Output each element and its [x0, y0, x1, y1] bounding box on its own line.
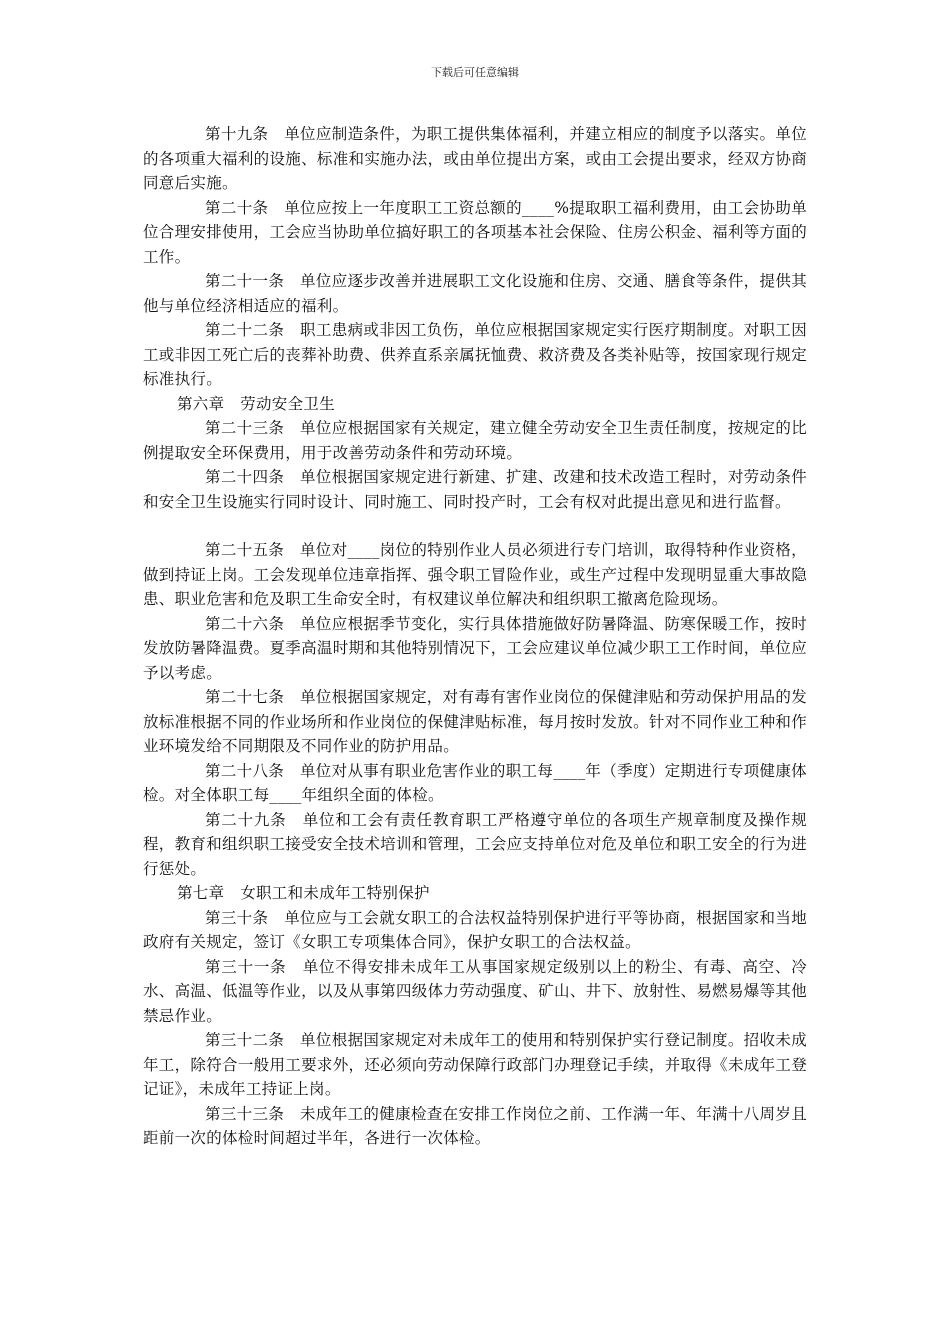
article-paragraph: 第二十三条 单位应根据国家有关规定，建立健全劳动安全卫生责任制度，按规定的比例提取安全环保费用，用于改善劳动条件和劳动环境。 — [143, 419, 807, 462]
article-paragraph: 第二十二条 职工患病或非因工负伤，单位应根据国家规定实行医疗期制度。对职工因工或非因工死亡后的丧葬补助费、供养直系亲属抚恤费、救济费及各类补贴等，按国家现行规定标准执行。 — [143, 321, 807, 388]
article-paragraph: 第二十七条 单位根据国家规定，对有毒有害作业岗位的保健津贴和劳动保护用品的发放标准根据不同的作业场所和作业岗位的保健津贴标准，每月按时发放。针对不同作业工种和作业环境发给不同期限及不同作业的防护用品。 — [143, 688, 807, 755]
article-paragraph: 第二十九条 单位和工会有责任教育职工严格遵守单位的各项生产规章制度及操作规程，教育和组织职工接受安全技术培训和管理，工会应支持单位对危及单位和职工安全的行为进行惩处。 — [143, 810, 807, 878]
article-paragraph: 第十九条 单位应制造条件，为职工提供集体福利，并建立相应的制度予以落实。单位的各项重大福利的设施、标准和实施办法，或由单位提出方案，或由工会提出要求，经双方协商同意后实施。 — [143, 125, 807, 192]
article-paragraph: 第二十条 单位应按上一年度职工工资总额的____%提取职工福利费用，由工会协助单位合理安排使用，工会应当协助单位搞好职工的各项基本社会保险、住房公积金、福利等方面的工作。 — [143, 198, 807, 266]
article-paragraph: 第三十一条 单位不得安排未成年工从事国家规定级别以上的粉尘、有毒、高空、冷水、高温、低温等作业，以及从事第四级体力劳动强度、矿山、井下、放射性、易燃易爆等其他禁忌作业。 — [143, 957, 807, 1025]
article-paragraph: 第二十四条 单位根据国家规定进行新建、扩建、改建和技术改造工程时，对劳动条件和安全卫生设施实行同时设计、同时施工、同时投产时，工会有权对此提出意见和进行监督。 — [143, 468, 807, 511]
article-paragraph: 第二十五条 单位对____岗位的特别作业人员必须进行专门培训，取得特种作业资格，做到持证上岗。工会发现单位违章指挥、强令职工冒险作业，或生产过程中发现明显重大事故隐患、职业危害和危及职工生命安全时，有权建议单位解决和组织职工撤离危险现场。 — [143, 541, 807, 608]
article-paragraph: 第二十八条 单位对从事有职业危害作业的职工每____年（季度）定期进行专项健康体检。对全体职工每____年组织全面的体检。 — [143, 761, 807, 804]
blank-line — [143, 514, 807, 538]
article-paragraph: 第二十一条 单位应逐步改善并进展职工文化设施和住房、交通、膳食等条件，提供其他与单位经济相适应的福利。 — [143, 272, 807, 315]
article-paragraph: 第三十二条 单位根据国家规定对未成年工的使用和特别保护实行登记制度。招收未成年工，除符合一般用工要求外，还必须向劳动保障行政部门办理登记手续，并取得《未成年工登记证》，未成年工持证上岗。 — [143, 1031, 807, 1098]
page-header-note: 下载后可任意编辑 — [431, 66, 519, 79]
article-paragraph: 第三十三条 未成年工的健康检查在安排工作岗位之前、工作满一年、年满十八周岁且距前一次的体检时间超过半年，各进行一次体检。 — [143, 1104, 807, 1147]
chapter-heading: 第七章 女职工和未成年工特别保护 — [177, 884, 430, 902]
chapter-heading: 第六章 劳动安全卫生 — [177, 394, 336, 413]
article-paragraph: 第三十条 单位应与工会就女职工的合法权益特别保护进行平等协商，根据国家和当地政府有关规定，签订《女职工专项集体合同》，保护女职工的合法权益。 — [143, 908, 807, 951]
document-body — [143, 122, 807, 1151]
article-paragraph: 第二十六条 单位应根据季节变化，实行具体措施做好防暑降温、防寒保暖工作，按时发放防暑降温费。夏季高温时期和其他特别情况下，工会应建议单位减少职工工作时间，单位应予以考虑。 — [143, 614, 807, 682]
